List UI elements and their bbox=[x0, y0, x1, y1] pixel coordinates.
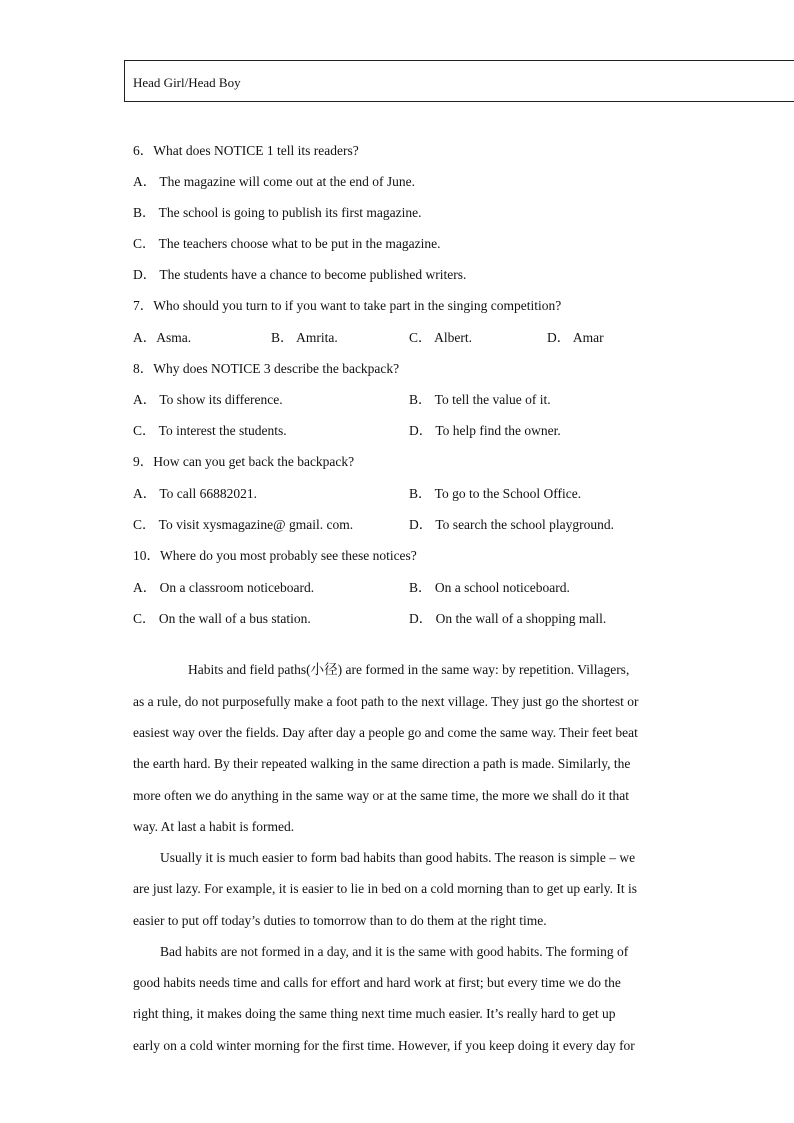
q6-option-b: B． The school is going to publish its first magazine. bbox=[133, 205, 422, 220]
q9-option-d: D． To search the school playground. bbox=[409, 517, 615, 532]
passage-line: way. At last a habit is formed. bbox=[133, 819, 295, 834]
passage-line: good habits needs time and calls for effort and hard work at first; but every time we do the bbox=[133, 975, 621, 990]
question-10: 10．Where do you most probably see these notices? bbox=[133, 548, 417, 563]
passage-line: Habits and field paths(小径) are formed in the same way: by repetition. Villagers, bbox=[188, 662, 630, 677]
q10-option-b: B． On a school noticeboard. bbox=[409, 580, 570, 595]
passage-line: as a rule, do not purposefully make a foot path to the next village. They just go the shortest or bbox=[133, 694, 639, 709]
passage-line: right thing, it makes doing the same thing next time much easier. It’s really hard to get up bbox=[133, 1006, 616, 1021]
q8-option-b: B． To tell the value of it. bbox=[409, 392, 551, 407]
passage-line: easiest way over the fields. Day after day a people go and come the same way. Their feet beat bbox=[133, 725, 638, 740]
passage-line: Bad habits are not formed in a day, and it is the same with good habits. The forming of bbox=[160, 944, 629, 959]
question-9: 9．How can you get back the backpack? bbox=[133, 454, 355, 469]
q10-option-d: D． On the wall of a shopping mall. bbox=[409, 611, 607, 626]
question-7: 7．Who should you turn to if you want to take part in the singing competition? bbox=[133, 298, 562, 313]
q10-option-a: A． On a classroom noticeboard. bbox=[133, 580, 315, 595]
question-6: 6．What does NOTICE 1 tell its readers? bbox=[133, 143, 359, 158]
q6-option-c: C． The teachers choose what to be put in the magazine. bbox=[133, 236, 441, 251]
q9-option-c: C． To visit xysmagazine@ gmail. com. bbox=[133, 517, 354, 532]
passage-line: early on a cold winter morning for the first time. However, if you keep doing it every day for bbox=[133, 1038, 635, 1053]
passage-line: the earth hard. By their repeated walking in the same direction a path is made. Similarly, the bbox=[133, 756, 631, 771]
question-8: 8．Why does NOTICE 3 describe the backpack? bbox=[133, 361, 400, 376]
q6-option-a: A． The magazine will come out at the end of June. bbox=[133, 174, 416, 189]
q8-option-c: C． To interest the students. bbox=[133, 423, 287, 438]
q8-option-a: A． To show its difference. bbox=[133, 392, 283, 407]
passage-line: are just lazy. For example, it is easier to lie in bed on a cold morning than to get up early. It is bbox=[133, 881, 637, 896]
q9-option-b: B． To go to the School Office. bbox=[409, 486, 582, 501]
q7-option-b: B． Amrita. bbox=[271, 330, 338, 345]
q7-option-a: A．Asma. bbox=[133, 330, 192, 345]
passage-line: easier to put off today’s duties to tomorrow than to do them at the right time. bbox=[133, 913, 547, 928]
header-box bbox=[124, 60, 794, 102]
header-title: Head Girl/Head Boy bbox=[133, 75, 241, 90]
passage-line: Usually it is much easier to form bad habits than good habits. The reason is simple – we bbox=[160, 850, 636, 865]
q9-option-a: A． To call 66882021. bbox=[133, 486, 258, 501]
q6-option-d: D． The students have a chance to become published writers. bbox=[133, 267, 467, 282]
q8-option-d: D． To help find the owner. bbox=[409, 423, 561, 438]
q10-option-c: C． On the wall of a bus station. bbox=[133, 611, 311, 626]
q7-option-d: D． Amar bbox=[547, 330, 604, 345]
passage-line: more often we do anything in the same way or at the same time, the more we shall do it that bbox=[133, 788, 629, 803]
q7-option-c: C． Albert. bbox=[409, 330, 472, 345]
